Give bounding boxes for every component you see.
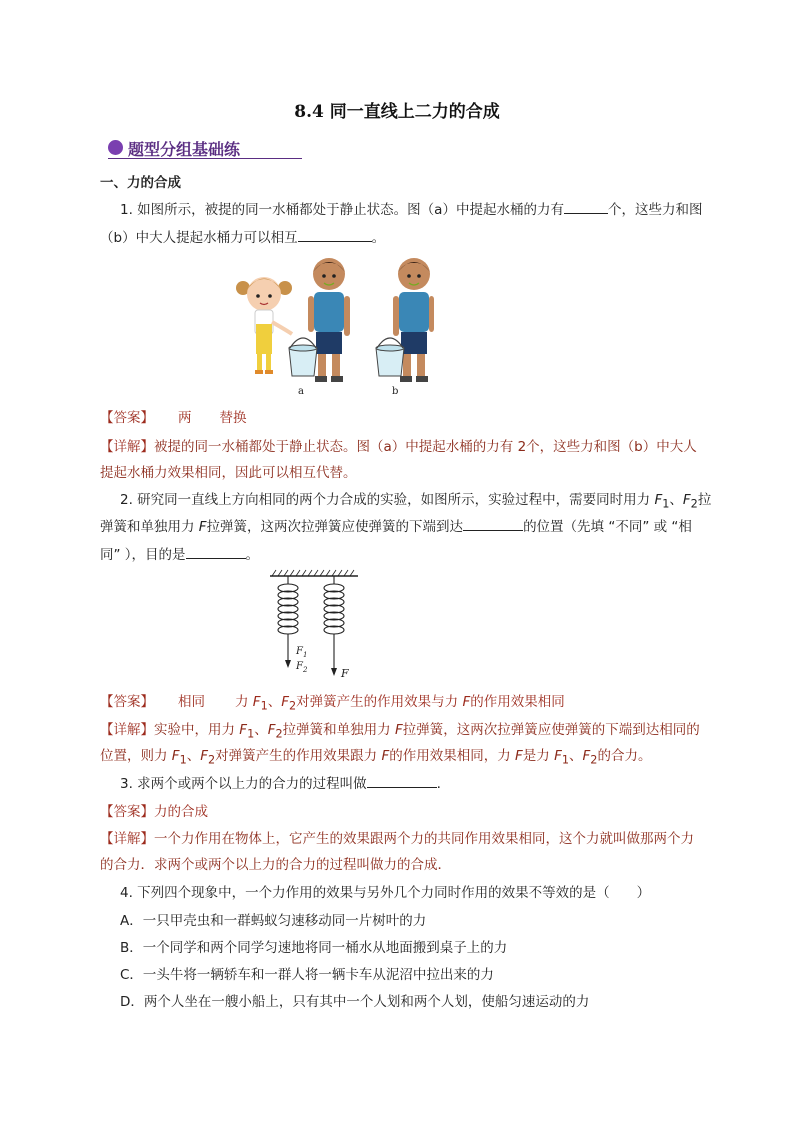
spring-diagram bbox=[268, 568, 368, 680]
spring-right bbox=[324, 576, 344, 674]
q1-stem-line-1: 1. 如图所示，被提的同一水桶都处于静止状态。图（a）中提起水桶的力有 个，这些力和图 bbox=[120, 202, 703, 218]
q4-option-c[interactable]: C．一头牛将一辆轿车和一群人将一辆卡车从泥沼中拉出来的力 bbox=[120, 967, 494, 983]
q1-blank-1[interactable] bbox=[564, 200, 608, 214]
q3-blank[interactable] bbox=[367, 774, 437, 788]
q3-detail-line-2: 的合力．求两个或两个以上力的合力的过程叫做力的合成． bbox=[100, 857, 451, 873]
figure-label-b: b bbox=[392, 386, 399, 397]
q2-blank-2[interactable] bbox=[186, 545, 246, 559]
q2-answer: 【答案】 相同 力 $F_1$、$F_2$对弹簧产生的作用效果与力 F的作用效果相同 bbox=[100, 694, 565, 713]
q1-figure bbox=[234, 252, 434, 402]
q1-detail-line-1: 【详解】被提的同一水桶都处于静止状态。图（a）中提起水桶的力有 2个，这些力和图（b）中大人 bbox=[100, 439, 697, 455]
bucket-b bbox=[376, 338, 404, 376]
q1-answer: 【答案】 两 替换 bbox=[100, 410, 247, 426]
q1-blank-2[interactable] bbox=[298, 228, 372, 242]
force-label-f: F bbox=[341, 667, 349, 680]
girl-figure bbox=[236, 277, 292, 374]
q4-option-b[interactable]: B．一个同学和两个同学匀速地将同一桶水从地面搬到桌子上的力 bbox=[120, 940, 508, 956]
q2-stem-line-2: 弹簧和单独用力 F拉弹簧，这两次拉弹簧应使弹簧的下端到达 的位置（先填 “不同” 或 “相 bbox=[100, 519, 692, 535]
force-label-f1: $F_1$ bbox=[296, 646, 308, 659]
q1-stem-line-2: （b）中大人提起水桶力可以相互 。 bbox=[100, 230, 386, 246]
subheading: 一、力的合成 bbox=[100, 175, 181, 191]
q2-detail-line-1: 【详解】实验中，用力 $F_1$、$F_2$拉弹簧和单独用力 F拉弹簧，这两次拉弹簧应使弹簧的下端到达相同的 bbox=[100, 722, 700, 741]
q2-stem-line-1: 2. 研究同一直线上方向相同的两个力合成的实验，如图所示，实验过程中，需要同时用力 $F_1$、$F_2$拉 bbox=[120, 492, 712, 511]
section-label: 题型分组基础练 bbox=[128, 140, 241, 159]
q3-detail-line-1: 【详解】一个力作用在物体上，它产生的效果跟两个力的共同作用效果相同，这个力就叫做那两个力 bbox=[100, 831, 694, 847]
q4-stem: 4. 下列四个现象中，一个力作用的效果与另外几个力同时作用的效果不等效的是（ ） bbox=[120, 885, 651, 901]
q2-detail-line-2: 位置，则力 $F_1$、$F_2$对弹簧产生的作用效果跟力 F的作用效果相同，力 F是力 $F_1$、$F_2$的合力。 bbox=[100, 748, 652, 767]
q2-blank-1[interactable] bbox=[463, 517, 523, 531]
bucket-a bbox=[289, 338, 317, 376]
q4-option-d[interactable]: D．两个人坐在一艘小船上，只有其中一个人划和两个人划，使船匀速运动的力 bbox=[120, 994, 590, 1010]
section-header bbox=[108, 137, 302, 159]
figure-label-a: a bbox=[298, 386, 304, 397]
force-label-f2: $F_2$ bbox=[296, 661, 308, 674]
q3-answer: 【答案】力的合成 bbox=[100, 804, 208, 820]
q2-stem-line-3: 同” ），目的是 。 bbox=[100, 547, 260, 563]
spring-left bbox=[278, 576, 298, 666]
bullet-dot-icon bbox=[108, 140, 123, 155]
people-with-bucket-illustration bbox=[234, 252, 434, 402]
q2-spring-figure bbox=[268, 568, 368, 680]
page-title: 8.4 同一直线上二力的合成 bbox=[294, 102, 500, 122]
q4-option-a[interactable]: A．一只甲壳虫和一群蚂蚁匀速移动同一片树叶的力 bbox=[120, 913, 427, 929]
q1-detail-line-2: 提起水桶力效果相同，因此可以相互代替。 bbox=[100, 465, 357, 481]
q3-stem: 3. 求两个或两个以上力的合力的过程叫做 . bbox=[120, 776, 441, 792]
